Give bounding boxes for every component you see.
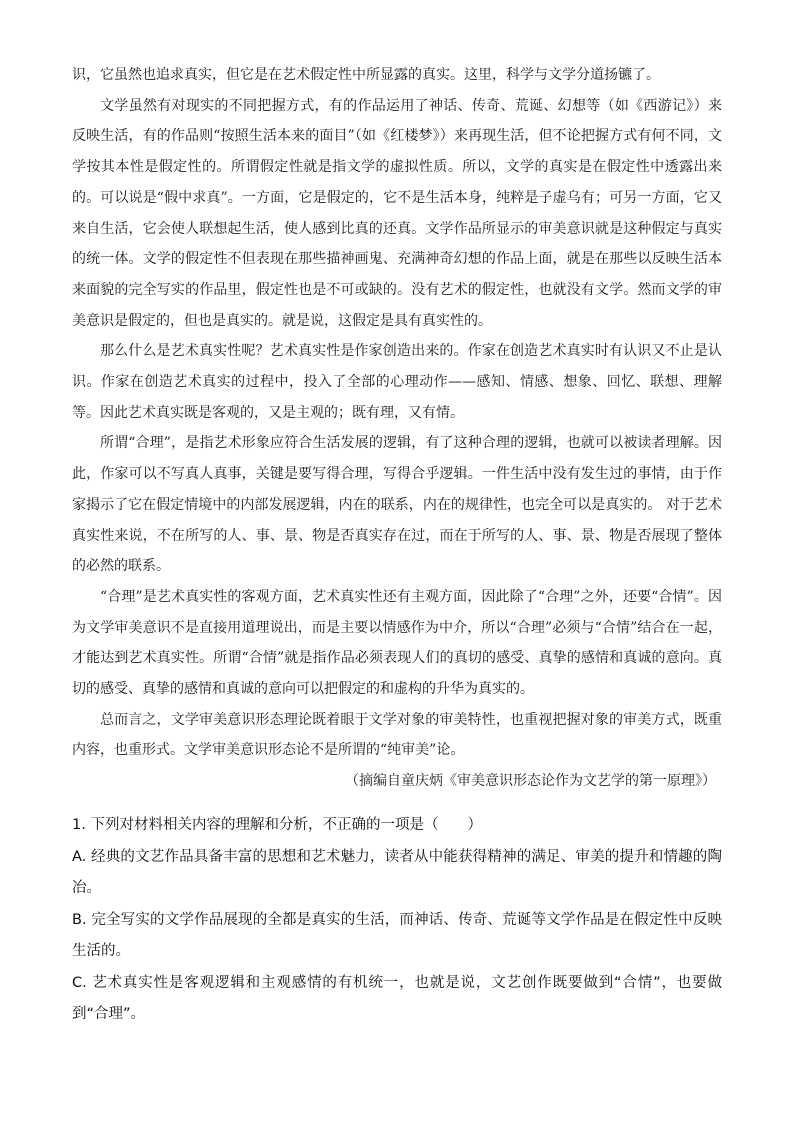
source-citation: （摘编自童庆炳《审美意识形态论作为文艺学的第一原理》） <box>345 773 716 790</box>
paragraph-continuation: 识，它虽然也追求真实，但它是在艺术假定性中所显露的真实。这里，科学与文学分道扬镳了。 <box>72 67 660 83</box>
option-a: A. 经典的文艺作品具备丰富的思想和艺术魅力，读者从中能获得精神的满足、审美的提升和情趣的陶冶。 <box>72 848 722 896</box>
paragraph-literary-modes: 文学虽然有对现实的不同把握方式，有的作品运用了神话、传奇、荒诞、幻想等（如《西游记》）来反映生活，有的作品则“按照生活本来的面目”（如《红楼梦》）来再现生活，但不论把握方式有何不同，文学按其本性是假定性的。所谓假定性就是指文学的虚拟性质。所以，文学的真实是在假定性中透露出来的。可以说是“假中求真”。一方面，它是假定的，它不是生活本身，纯粹是子虚乌有；可另一方面，它又来自生活，它会使人联想起生活，使人感到比真的还真。文学作品所显示的审美意识就是这种假定与真实的统一体。文学的假定性不但表现在那些描神画鬼、充满神奇幻想的作品上面，就是在那些以反映生活本来面貌的完全写实的作品里，假定性也是不可或缺的。没有艺术的假定性，也就没有文学。然而文学的审美意识是假定的，但也是真实的。就是说，这假定是具有真实性的。 <box>72 97 722 329</box>
paragraph-reasonable: 所谓“合理”，是指艺术形象应符合生活发展的逻辑，有了这种合理的逻辑，也就可以被读者理解。因此，作家可以不写真人真事，关键是要写得合理，写得合乎逻辑。一件生活中没有发生过的事情，由于作家揭示了它在假定情境中的内部发展逻辑，内在的联系，内在的规律性，也完全可以是真实的。 对于艺术真实性来说，不在所写的人、事、景、物是否真实存在过，而在于所写的人、事、景、物是否展现了整体的必然的联系。 <box>72 435 722 575</box>
option-b: B. 完全写实的文学作品展现的全都是真实的生活，而神话、传奇、荒诞等文学作品是在假定性中反映生活的。 <box>72 911 722 959</box>
paragraph-artistic-truth: 那么什么是艺术真实性呢？艺术真实性是作家创造出来的。作家在创造艺术真实时有认识又不止是认识。作家在创造艺术真实的过程中，投入了全部的心理动作——感知、情感、想象、回忆、联想、理解等。因此艺术真实既是客观的，又是主观的；既有理，又有情。 <box>72 343 722 421</box>
question-stem: 1. 下列对材料相关内容的理解和分析，不正确的一项是（ ） <box>72 817 482 833</box>
article-body <box>72 60 722 797</box>
question-block <box>72 810 722 1031</box>
option-c: C. 艺术真实性是客观逻辑和主观感情的有机统一，也就是说，文艺创作既要做到“合情”，也要做到“合理”。 <box>72 974 722 1022</box>
paragraph-conclusion: 总而言之，文学审美意识形态理论既着眼于文学对象的审美特性，也重视把握对象的审美方式，既重内容，也重形式。文学审美意识形态论不是所谓的“纯审美”论。 <box>72 711 722 759</box>
paragraph-emotional: “合理”是艺术真实性的客观方面，艺术真实性还有主观方面，因此除了“合理”之外，还要“合情”。因为文学审美意识不是直接用道理说出，而是主要以情感作为中介，所以“合理”必须与“合情”结合在一起，才能达到艺术真实性。所谓“合情”就是指作品必须表现人们的真切的感受、真挚的感情和真诚的意向。真切的感受、真挚的感情和真诚的意向可以把假定的和虚构的升华为真实的。 <box>72 588 722 698</box>
